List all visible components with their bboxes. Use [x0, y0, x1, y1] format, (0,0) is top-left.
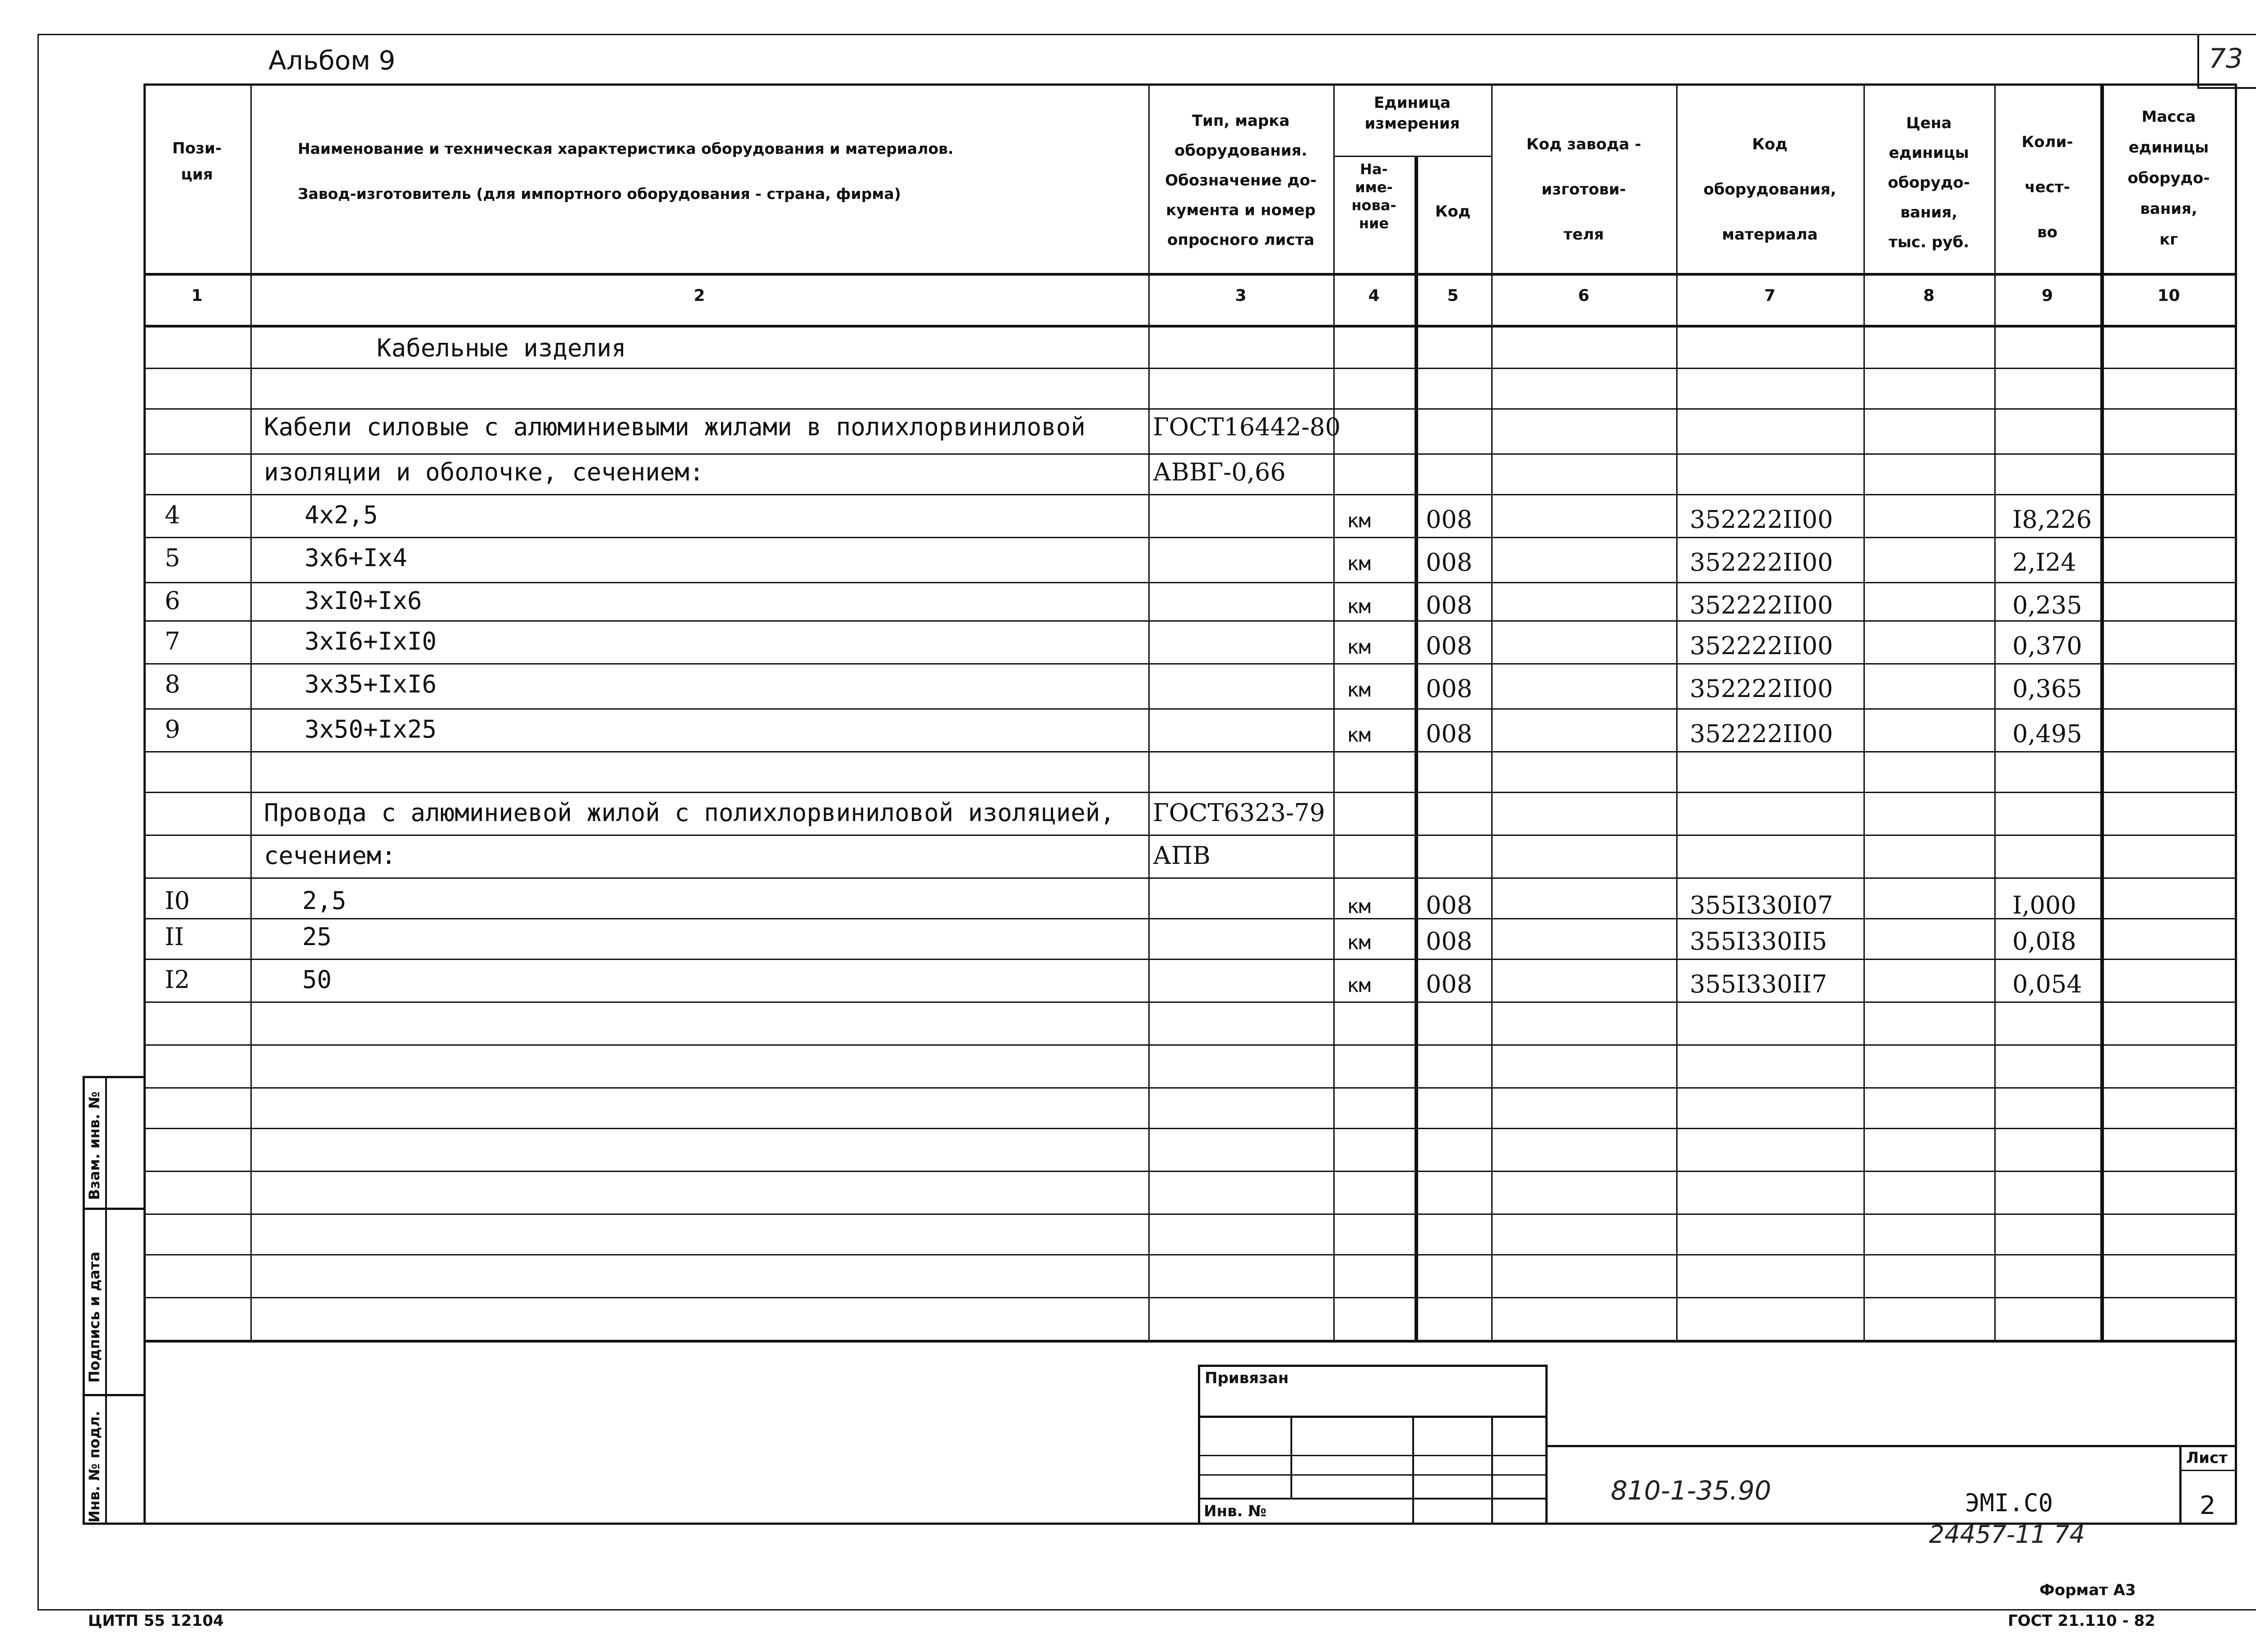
side-label-vzam: Взам. инв. № — [86, 1091, 103, 1200]
column-line-9 — [2100, 83, 2104, 1340]
row-line-16 — [143, 1001, 2237, 1003]
column-number-4: 4 — [1368, 286, 1380, 305]
name-cell: 4х2,5 — [305, 501, 378, 529]
equipment-code-cell: 355I330I07 — [1690, 891, 1833, 919]
unit-code-cell: 008 — [1426, 548, 1473, 577]
equipment-code-cell: 355I330II5 — [1690, 927, 1827, 955]
unit-code-cell: 008 — [1426, 674, 1473, 703]
equipment-code-cell: 352222II00 — [1690, 674, 1833, 703]
row-line-12 — [143, 835, 2237, 836]
column-number-3: 3 — [1235, 286, 1247, 305]
album-title: Альбом 9 — [268, 45, 396, 76]
unit-name-cell: км — [1347, 636, 1371, 659]
equipment-code-cell: 352222II00 — [1690, 591, 1833, 619]
unit-name-cell: км — [1347, 895, 1371, 918]
name-cell: Кабельные изделия — [377, 334, 626, 362]
row-line-15 — [143, 959, 2237, 960]
privyazan-vline-2 — [1412, 1416, 1414, 1525]
unit-code-cell: 008 — [1426, 591, 1473, 619]
privyazan-line-1 — [1198, 1416, 1548, 1418]
column-number-6: 6 — [1578, 286, 1590, 305]
column-line-2 — [1148, 83, 1150, 1340]
quantity-cell: 0,054 — [2012, 970, 2082, 998]
side-label-podpis: Подпись и дата — [86, 1251, 103, 1383]
column-number-9: 9 — [2041, 286, 2053, 305]
equipment-code-cell: 352222II00 — [1690, 720, 1833, 748]
column-header-5: Код — [1435, 203, 1471, 221]
row-line-18 — [143, 1087, 2237, 1089]
name-cell: 50 — [302, 965, 332, 994]
column-header-8: Цена единицы оборудо- вания, тыс. руб. — [1888, 114, 1970, 251]
privyazan-label: Привязан — [1205, 1369, 1289, 1387]
position-cell: I0 — [165, 886, 190, 915]
quantity-cell: 0,235 — [2012, 591, 2082, 619]
column-line-1 — [250, 83, 252, 1340]
position-cell: 9 — [165, 715, 180, 743]
row-line-5 — [143, 537, 2237, 538]
page-number: 73 — [2209, 43, 2243, 74]
row-line-4 — [143, 494, 2237, 495]
name-cell: Провода с алюминиевой жилой с полихлорвиниловой изоляцией, — [264, 798, 1115, 827]
column-header-3: Тип, марка оборудования. Обозначение до- кумента и номер опросного листа — [1165, 112, 1317, 249]
unit-code-cell: 008 — [1426, 632, 1473, 660]
row-line-20 — [143, 1171, 2237, 1172]
privyazan-vline-3 — [1491, 1416, 1493, 1525]
row-line-8 — [143, 663, 2237, 664]
privyazan-frame — [1198, 1365, 1548, 1525]
position-cell: 7 — [165, 627, 180, 655]
name-cell: 3х35+IхI6 — [305, 670, 437, 698]
column-number-5: 5 — [1447, 286, 1459, 305]
body-bottom-line — [143, 1340, 2237, 1343]
privyazan-line-3 — [1198, 1474, 1548, 1476]
row-line-7 — [143, 620, 2237, 622]
quantity-cell: I,000 — [2012, 891, 2076, 919]
privyazan-line-2 — [1198, 1455, 1548, 1456]
column-header-10: Масса единицы оборудо- вания, кг — [2127, 108, 2210, 249]
quantity-cell: 2,I24 — [2012, 548, 2076, 577]
list-number: 2 — [2200, 1491, 2216, 1520]
unit-name-cell: км — [1347, 678, 1371, 701]
unit-code-cell: 008 — [1426, 927, 1473, 955]
position-cell: I2 — [165, 965, 190, 994]
column-number-10: 10 — [2157, 286, 2180, 305]
row-line-1 — [143, 368, 2237, 369]
doc-code: 810-1-35.90 — [1611, 1475, 1771, 1506]
row-line-13 — [143, 877, 2237, 879]
unit-name-cell: км — [1347, 595, 1371, 618]
quantity-cell: 0,0I8 — [2012, 927, 2076, 955]
type-cell: ГОСТ16442-80 — [1153, 413, 1341, 441]
row-line-22 — [143, 1254, 2237, 1255]
column-number-8: 8 — [1923, 286, 1935, 305]
column-header-9: Коли- чест- во — [2021, 133, 2073, 241]
column-number-2: 2 — [693, 286, 705, 305]
unit-name-cell: км — [1347, 552, 1371, 575]
position-cell: 6 — [165, 586, 180, 615]
row-line-3 — [143, 453, 2237, 455]
row-line-23 — [143, 1297, 2237, 1298]
quantity-cell: I8,226 — [2012, 505, 2092, 534]
column-header-2: Наименование и техническая характеристика оборудования и материалов. Завод-изготовитель (для импортного оборудования - страна, фирма) — [298, 140, 954, 203]
name-cell: 3хI0+Iх6 — [305, 586, 422, 615]
column-number-1: 1 — [191, 286, 203, 305]
equipment-code-cell: 352222II00 — [1690, 548, 1833, 577]
name-cell: 3хI6+IхI0 — [305, 627, 437, 655]
inv-no-label: Инв. № — [1204, 1502, 1267, 1520]
name-cell: Кабели силовые с алюминиевыми жилами в полихлорвиниловой — [264, 413, 1086, 441]
unit-code-cell: 008 — [1426, 505, 1473, 534]
row-line-17 — [143, 1044, 2237, 1046]
row-line-2 — [143, 408, 2237, 410]
column-line-8 — [1994, 83, 1996, 1340]
side-line-v — [105, 1076, 107, 1525]
position-cell: 4 — [165, 501, 180, 529]
unit-name-cell: км — [1347, 509, 1371, 532]
title-block-top — [1548, 1445, 2237, 1447]
column-header-6: Код завода - изготови- теля — [1526, 135, 1641, 244]
position-cell: 8 — [165, 670, 180, 698]
name-cell: 3х6+Iх4 — [305, 544, 407, 572]
column-header-4: На- име- нова- ние — [1351, 161, 1396, 232]
column-header-7: Код оборудования, материала — [1703, 135, 1836, 244]
list-label: Лист — [2186, 1449, 2228, 1467]
row-line-9 — [143, 708, 2237, 710]
column-line-6 — [1676, 83, 1678, 1340]
privyazan-vline-1 — [1290, 1416, 1292, 1498]
column-header-1: Пози- ция — [172, 139, 222, 184]
column-line-7 — [1863, 83, 1865, 1340]
type-cell: АВВГ-0,66 — [1153, 458, 1286, 486]
row-line-10 — [143, 751, 2237, 752]
list-box-line — [2179, 1470, 2237, 1471]
unit-code-cell: 008 — [1426, 970, 1473, 998]
unit-code-cell: 008 — [1426, 891, 1473, 919]
sheet-code: ЭМI.С0 — [1965, 1489, 2053, 1517]
side-line-2 — [83, 1394, 146, 1396]
row-line-21 — [143, 1214, 2237, 1215]
row-line-11 — [143, 792, 2237, 793]
unit-code-cell: 008 — [1426, 720, 1473, 748]
footer-gost: ГОСТ 21.110 - 82 — [2008, 1612, 2155, 1630]
name-cell: 3х50+Iх25 — [305, 715, 437, 743]
unit-name-cell: км — [1347, 724, 1371, 747]
unit-name-cell: км — [1347, 974, 1371, 997]
type-cell: АПВ — [1153, 841, 1211, 870]
quantity-cell: 0,365 — [2012, 674, 2082, 703]
row-line-14 — [143, 918, 2237, 919]
name-cell: 25 — [302, 923, 332, 951]
type-cell: ГОСТ6323-79 — [1153, 798, 1325, 827]
column-line-4 — [1415, 156, 1418, 1340]
archive-number: 24457-11 74 — [1929, 1520, 2085, 1549]
equipment-code-cell: 352222II00 — [1690, 632, 1833, 660]
side-label-inv-podl: Инв. № подл. — [86, 1411, 103, 1523]
quantity-cell: 0,495 — [2012, 720, 2082, 748]
unit-subheader-line — [1333, 156, 1491, 157]
column-line-3 — [1333, 83, 1335, 1340]
column-number-7: 7 — [1764, 286, 1776, 305]
number-row-bottom-line — [143, 325, 2237, 328]
column-line-5 — [1491, 83, 1493, 1340]
position-cell: 5 — [165, 544, 180, 572]
row-line-6 — [143, 582, 2237, 583]
name-cell: изоляции и оболочке, сечением: — [264, 458, 704, 486]
equipment-code-cell: 355I330II7 — [1690, 970, 1827, 998]
name-cell: 2,5 — [302, 886, 347, 915]
quantity-cell: 0,370 — [2012, 632, 2082, 660]
unit-name-cell: км — [1347, 931, 1371, 954]
equipment-code-cell: 352222II00 — [1690, 505, 1833, 534]
position-cell: II — [165, 923, 184, 951]
footer-format: Формат А3 — [2039, 1581, 2136, 1599]
name-cell: сечением: — [264, 841, 396, 870]
side-line-1 — [83, 1208, 146, 1210]
unit-group-title: Единица измерения — [1364, 94, 1460, 133]
footer-left: ЦИТП 55 12104 — [88, 1612, 224, 1630]
row-line-19 — [143, 1128, 2237, 1129]
privyazan-line-4 — [1198, 1498, 1548, 1500]
header-bottom-line — [143, 273, 2237, 276]
